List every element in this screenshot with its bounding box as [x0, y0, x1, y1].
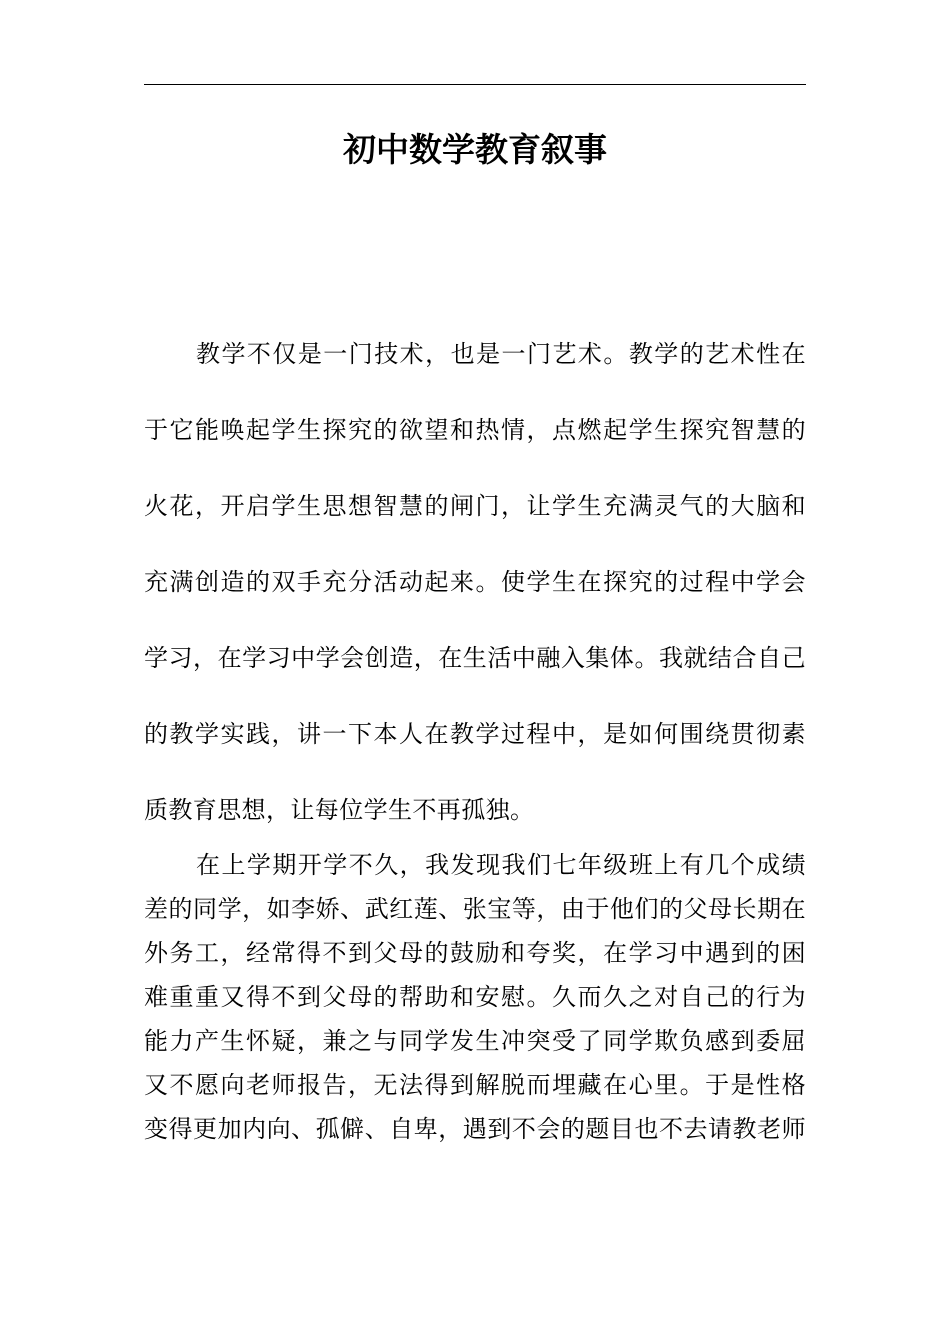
paragraph-1: [144, 332, 806, 864]
paragraph-line: 火花，开启学生思想智慧的闸门，让学生充满灵气的大脑和: [144, 492, 806, 520]
paragraph-line: 充满创造的双手充分活动起来。使学生在探究的过程中学会: [144, 568, 806, 596]
paragraph-line: 差的同学，如李娇、武红莲、张宝等，由于他们的父母长期在: [144, 895, 806, 923]
paragraph-line: 教学不仅是一门技术，也是一门艺术。教学的艺术性在: [196, 340, 806, 368]
paragraph-line: 在上学期开学不久，我发现我们七年级班上有几个成绩: [196, 851, 806, 879]
document-title: 初中数学教育叙事: [343, 130, 607, 169]
paragraph-line: 能力产生怀疑，兼之与同学发生冲突受了同学欺负感到委屈: [144, 1027, 806, 1055]
header-rule: [144, 84, 806, 85]
paragraph-line: 于它能唤起学生探究的欲望和热情，点燃起学生探究智慧的: [144, 416, 806, 444]
paragraph-line: 外务工，经常得不到父母的鼓励和夸奖，在学习中遇到的困: [144, 939, 806, 967]
paragraph-2: [144, 843, 806, 1151]
paragraph-line: 又不愿向老师报告，无法得到解脱而埋藏在心里。于是性格: [144, 1071, 806, 1099]
paragraph-line: 学习，在学习中学会创造，在生活中融入集体。我就结合自己: [144, 644, 806, 672]
paragraph-line: 质教育思想，让每位学生不再孤独。: [144, 796, 535, 824]
paragraph-line: 的教学实践，讲一下本人在教学过程中，是如何围绕贯彻素: [144, 720, 806, 748]
paragraph-line: 难重重又得不到父母的帮助和安慰。久而久之对自己的行为: [144, 983, 806, 1011]
paragraph-line: 变得更加内向、孤僻、自卑，遇到不会的题目也不去请教老师: [144, 1115, 806, 1143]
